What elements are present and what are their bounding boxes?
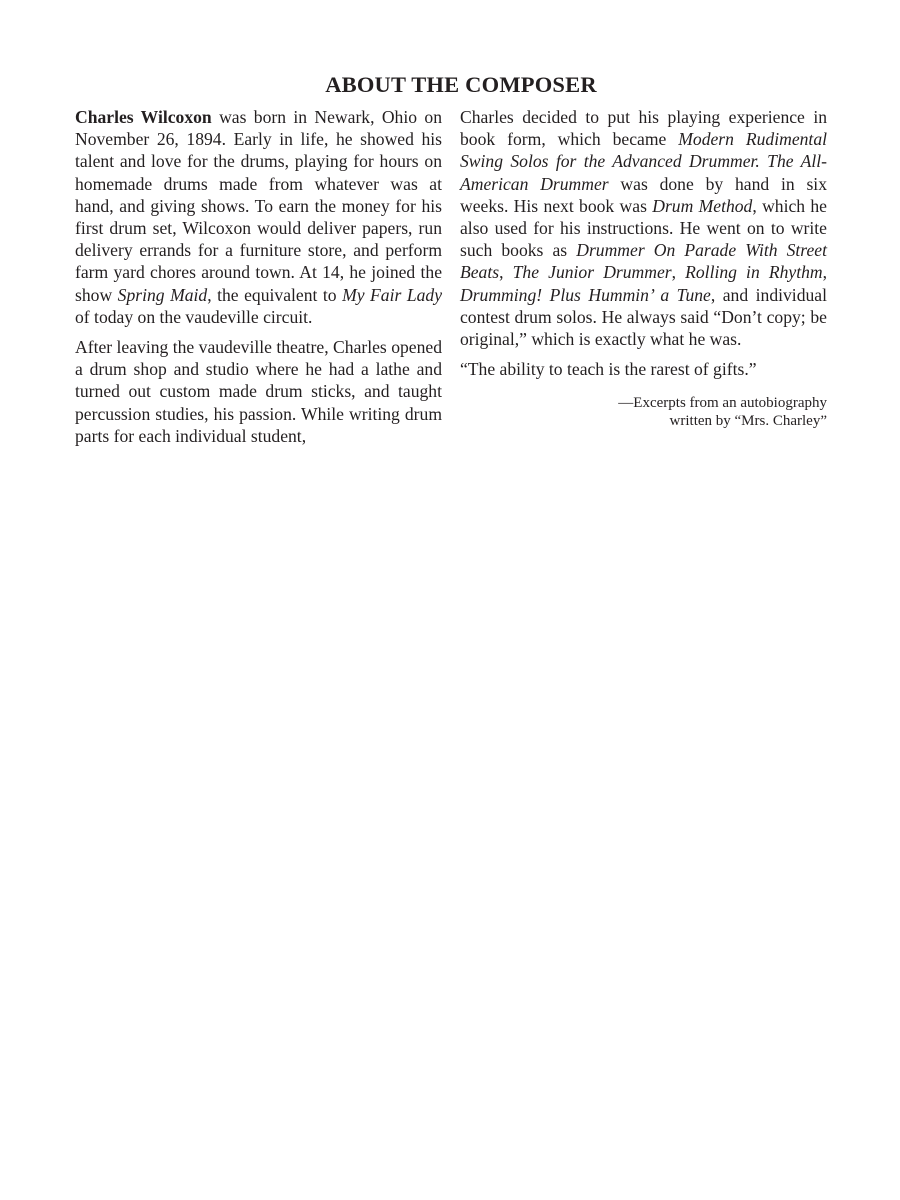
quote: “The ability to teach is the rarest of gifts.” [460, 359, 757, 380]
page-title: ABOUT THE COMPOSER [325, 72, 597, 97]
show-title: Spring Maid [117, 284, 208, 305]
bio-paragraph-2: After leaving the vaudeville theatre, Charles opened a drum shop and studio where he had a lathe and turned out custom made drum sticks, and taught percussion studies, his passion. While writing drum parts for each individual student, [75, 337, 442, 446]
attribution-line-2: written by “Mrs. Charley” [669, 413, 827, 430]
book-title: The Junior Drummer [512, 262, 672, 283]
bio-text: , the equivalent to [207, 284, 343, 305]
attribution [460, 394, 827, 430]
bio-paragraph-3 [460, 106, 827, 350]
bio-paragraph-1 [75, 106, 442, 328]
book-title: Drumming! Plus Hummin’ a Tune [460, 284, 711, 305]
separator: , [499, 262, 513, 283]
bio-text: , and individual contest drum solos. He always said “Don’t copy; be original,” which is exactly what he was. [460, 284, 827, 350]
bio-text: was born in Newark, Ohio on November 26, 1894. Early in life, he showed his talent and love for the drums, playing for hours on homemade drums made from whatever was at hand, and giving shows. To earn the money for his first drum set, Wilcoxon would deliver papers, run delivery errands for a furniture store, and perform farm yard chores around town. At 14, he joined the show [75, 107, 442, 305]
separator: , [822, 262, 828, 283]
bio-text: was done by hand in six weeks. His next book was [460, 173, 827, 216]
right-column [460, 106, 827, 455]
book-title: Modern Rudimental Swing Solos for the Advanced Drummer. The All-American Drummer [460, 129, 828, 194]
book-title: Drum Method [652, 195, 753, 216]
document-page [75, 70, 827, 455]
book-title: Drummer On Parade With Street Beats [460, 240, 828, 283]
musical-title: My Fair Lady [342, 284, 443, 305]
bio-text: , which he also used for his instructions. He went on to write such books as [460, 195, 827, 261]
bio-text: of today on the vaudeville circuit. [75, 306, 313, 327]
composer-name: Charles Wilcoxon [75, 107, 212, 127]
attribution-line-1: —Excerpts from an autobiography [618, 395, 827, 412]
text-columns [75, 106, 827, 455]
bio-text: Charles decided to put his playing experience in book form, which became [460, 107, 827, 150]
left-column [75, 106, 442, 455]
separator: , [671, 262, 686, 283]
book-title: Rolling in Rhythm [685, 262, 823, 283]
